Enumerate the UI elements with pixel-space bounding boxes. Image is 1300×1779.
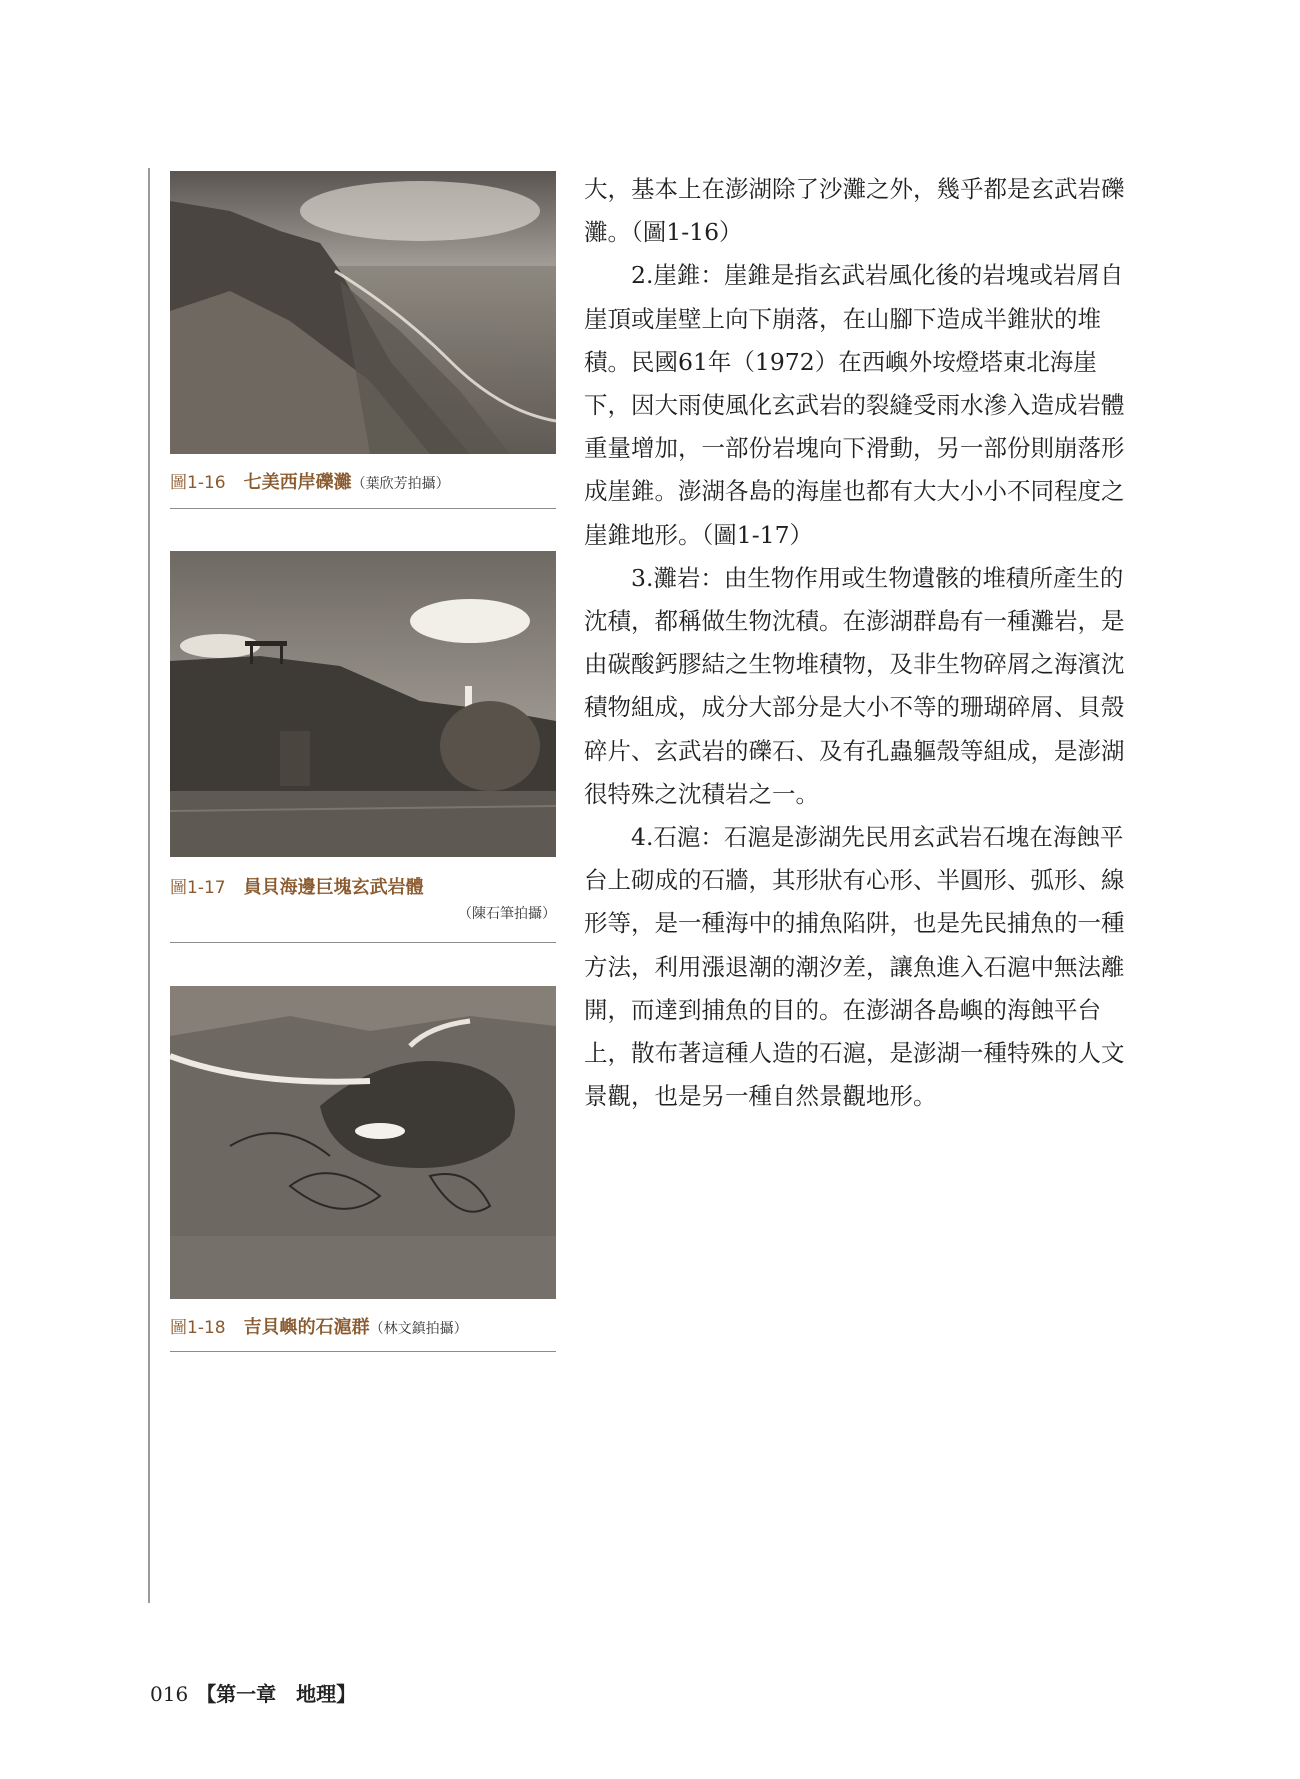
figure-title: 員貝海邊巨塊玄武岩體: [243, 877, 424, 898]
figure-title: 吉貝嶼的石滬群: [243, 1317, 370, 1338]
caption-divider: [170, 1351, 556, 1352]
figure-1-18-caption: [170, 1313, 556, 1339]
figure-number: 圖1-18: [170, 1318, 226, 1338]
figure-1-17-photo: [170, 551, 556, 857]
figure-number: 圖1-16: [170, 473, 226, 493]
figure-1-17-caption: [170, 873, 556, 923]
figure-title: 七美西岸礫灘: [243, 472, 352, 493]
caption-divider: [170, 942, 556, 943]
figure-number: 圖1-17: [170, 878, 226, 898]
figure-1-16-caption: [170, 468, 556, 494]
paragraph: 3.灘岩：由生物作用或生物遺骸的堆積所產生的沈積，都稱做生物沈積。在澎湖群島有一種灘岩，是由碳酸鈣膠結之生物堆積物，及非生物碎屑之海濱沈積物組成，成分大部分是大小不等的珊瑚碎屑、貝殼碎片、玄武岩的礫石、及有孔蟲軀殼等組成，是澎湖很特殊之沈積岩之一。: [584, 563, 1125, 808]
page-number: 016: [150, 1682, 189, 1706]
figure-credit: （林文鎮拍攝）: [369, 1321, 468, 1337]
page-footer: [150, 1678, 356, 1707]
paragraph: 2.崖錐：崖錐是指玄武岩風化後的岩塊或岩屑自崖頂或崖壁上向下崩落，在山腳下造成半錐狀的堆積。民國61年（1972）在西嶼外垵燈塔東北海崖下，因大雨使風化玄武岩的裂縫受雨水滲入造成岩體重量增加，一部份岩塊向下滑動，另一部份則崩落形成崖錐。澎湖各島的海崖也都有大大小小不同程度之崖錐地形。（圖1-17）: [584, 261, 1125, 549]
chapter-label: 【第一章 地理】: [196, 1682, 357, 1706]
left-margin-rule: [148, 168, 150, 1603]
figure-1-18-photo: [170, 986, 556, 1299]
body-text: [584, 168, 1132, 1118]
caption-divider: [170, 508, 556, 509]
figure-1-16-photo: [170, 171, 556, 454]
paragraph: 4.石滬：石滬是澎湖先民用玄武岩石塊在海蝕平台上砌成的石牆，其形狀有心形、半圓形、弧形、線形等，是一種海中的捕魚陷阱，也是先民捕魚的一種方法，利用漲退潮的潮汐差，讓魚進入石滬中無法離開，而達到捕魚的目的。在澎湖各島嶼的海蝕平台上，散布著這種人造的石滬，是澎湖一種特殊的人文景觀，也是另一種自然景觀地形。: [584, 823, 1125, 1111]
figure-credit: （葉欣芳拍攝）: [351, 476, 450, 492]
figure-credit: （陳石筆拍攝）: [458, 906, 556, 922]
paragraph: 大，基本上在澎湖除了沙灘之外，幾乎都是玄武岩礫灘。（圖1-16）: [584, 175, 1125, 247]
